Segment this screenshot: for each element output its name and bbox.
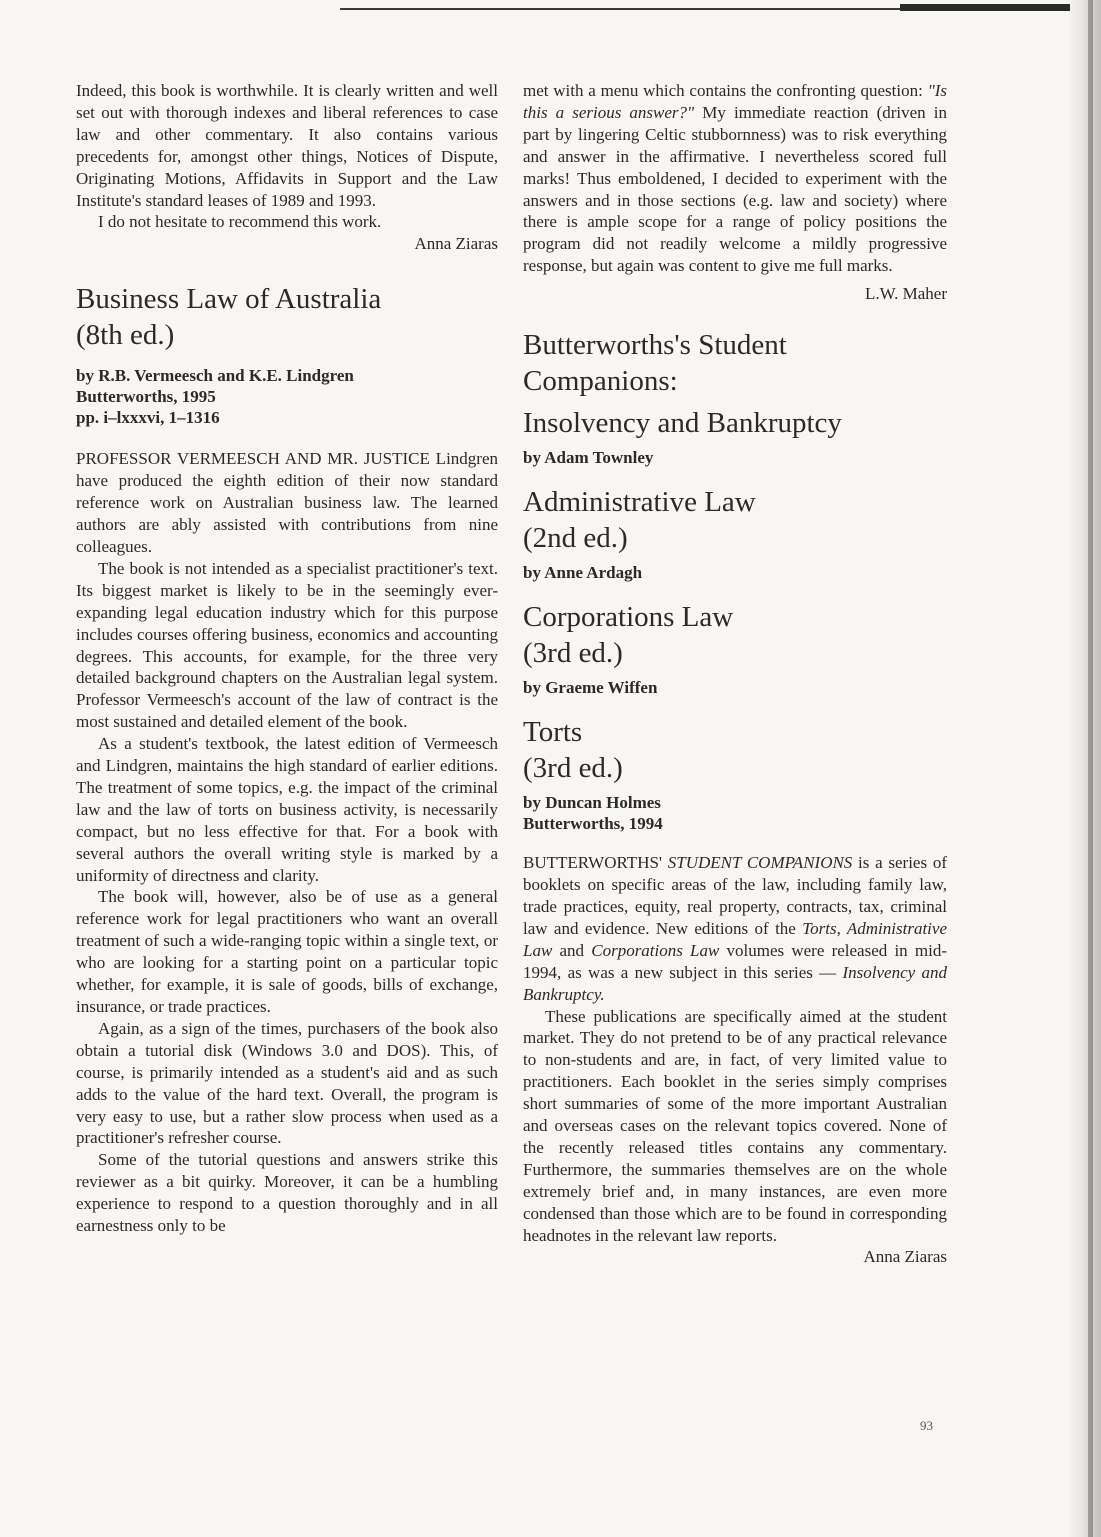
review-title-business-law (76, 281, 498, 353)
review-title-line-2: Companions: (523, 365, 678, 398)
review-title-line-2: (8th ed.) (76, 319, 175, 352)
paragraph-text: met with a menu which contains the confronting question: (523, 81, 928, 100)
review-title-line-1: Torts (523, 716, 583, 749)
review-publisher-torts: Butterworths, 1994 (523, 814, 663, 834)
review-authors: by R.B. Vermeesch and K.E. Lindgren (76, 366, 354, 386)
italic-title: Torts, Administrative Law (523, 918, 947, 960)
review-title-line-2: (2nd ed.) (523, 522, 628, 555)
lead-in-caps: PROFESSOR VERMEESCH AND MR. JUSTICE (76, 449, 430, 469)
italic-title: Corporations Law (591, 940, 720, 960)
intro-paragraph-2: I do not hesitate to recommend this work. (98, 212, 382, 232)
review-title-line-1: Butterworths's Student (523, 329, 787, 362)
review-title-line-1: Administrative Law (523, 486, 756, 519)
review-title-line-2: (3rd ed.) (523, 752, 623, 785)
review-title-line-1: Business Law of Australia (76, 283, 382, 316)
page-edge-bar (1088, 0, 1093, 1537)
right-column (523, 80, 947, 1268)
paragraph-text: volumes were released in mid-1994, as was a new subject in this series — (523, 940, 947, 982)
review-paragraph-3: As a student's textbook, the latest edition of Vermeesch and Lindgren, maintains the high standard of earlier editions. The treatment of some topics, e.g. the impact of the criminal law and the law of torts on business activity, is necessarily compact, but no less effective for that. For a book with several authors the overall writing style is marked by a uniformity of directness and clarity. (76, 734, 498, 885)
review-title-administrative-law (523, 484, 947, 556)
intro-signature: Anna Ziaras (414, 234, 498, 254)
review-author-townley: by Adam Townley (523, 448, 654, 468)
paragraph-text: is a series of booklets on specific areas of the law, including family law, trade practices, equity, real property, contracts, tax, criminal law and evidence. New editions of the (523, 853, 947, 938)
paragraph-text: Lindgren have produced the eighth edition of their now standard reference work on Australian business law. The learned authors are ably assisted with contributions from nine colleagues. (76, 449, 498, 556)
paragraph-text: My immediate reaction (driven in part by lingering Celtic stubbornness) was to risk everything and answer in the affirmative. I nevertheless scored full marks! Thus emboldened, I decided to experiment with the answers and in those sections (e.g. law and society) where there is ample scope for a range of policy positions the program did not readily welcome a mildly progressive response, but again was content to give me full marks. (523, 102, 947, 276)
review-title-torts (523, 714, 947, 786)
torts-paragraph-1 (523, 852, 947, 1005)
review-author-holmes: by Duncan Holmes (523, 793, 661, 813)
review-author-ardagh: by Anne Ardagh (523, 563, 643, 583)
italic-title: Insolvency and Bankruptcy. (523, 962, 947, 1004)
review-paragraph-2: The book is not intended as a specialist practitioner's text. Its biggest market is likely to be in the seemingly ever-expanding legal education industry which for this purpose includes courses offering business, economics and accounting degrees. This accounts, for example, for the three very detailed background chapters on the Australian legal system. Professor Vermeesch's account of the law of contract is the most sustained and detailed element of the book. (76, 558, 498, 732)
italic-series-name: STUDENT COMPANIONS (667, 853, 853, 873)
continued-paragraph (523, 80, 947, 277)
review-paragraph-1 (76, 448, 498, 558)
top-rule-heavy (900, 4, 1070, 11)
page-edge-shadow (1067, 0, 1101, 1537)
intro-paragraph-1: Indeed, this book is worthwhile. It is clearly written and well set out with thorough indexes and liberal references to case law and other commentary. It also contains various precedents for, amongst other things, Notices of Dispute, Originating Motions, Affidavits in Support and the Law Institute's standard leases of 1989 and 1993. (76, 81, 498, 210)
paragraph-text: and (552, 940, 592, 960)
review-publisher: Butterworths, 1995 (76, 387, 216, 407)
review-paragraph-5: Again, as a sign of the times, purchasers of the book also obtain a tutorial disk (Windows 3.0 and DOS). This, of course, is primarily intended as a student's aid and as such adds to the value of the hard text. Overall, the program is very easy to use, but a rather slow process when used as a practitioner's refresher course. (76, 1018, 498, 1148)
review-paragraph-6: Some of the tutorial questions and answers strike this reviewer as a bit quirky. Moreover, it can be a humbling experience to respond to a question thoroughly and in all earnestness only to be (76, 1150, 498, 1236)
page-number: 93 (920, 1418, 933, 1433)
review-paragraph-4: The book will, however, also be of use as a general reference work for legal practitioners who want an overall treatment of such a wide-ranging topic within a single text, or who are looking for a starting point on a particular topic whether, for example, it is sale of goods, bills of exchange, insurance, or trade practices. (76, 887, 498, 1016)
review-pages: pp. i–lxxxvi, 1–1316 (76, 408, 220, 428)
left-column (76, 80, 498, 1237)
review-title-line-2: (3rd ed.) (523, 637, 623, 670)
torts-signature: Anna Ziaras (863, 1247, 947, 1267)
review-title-insolvency: Insolvency and Bankruptcy (523, 407, 842, 440)
lead-in-caps: BUTTERWORTHS' (523, 853, 662, 873)
review-title-student-companions (523, 327, 947, 399)
review-title-corporations-law (523, 599, 947, 671)
review-title-line-1: Corporations Law (523, 601, 734, 634)
italic-quote: "Is this a serious answer?" (523, 81, 947, 122)
torts-paragraph-2: These publications are specifically aimed at the student market. They do not pretend to be of any practical relevance to non-students and are, in fact, of very limited value to practitioners. Each booklet in the series simply comprises short summaries of some of the more important Australian and overseas cases on the relevant topics covered. None of the recently released titles contains any commentary. Furthermore, the summaries themselves are on the whole extremely brief and, in many instances, are even more condensed than those which are to be found in corresponding headnotes in the relevant law reports. (523, 1006, 947, 1245)
continued-signature: L.W. Maher (865, 284, 947, 304)
review-author-wiffen: by Graeme Wiffen (523, 678, 658, 698)
